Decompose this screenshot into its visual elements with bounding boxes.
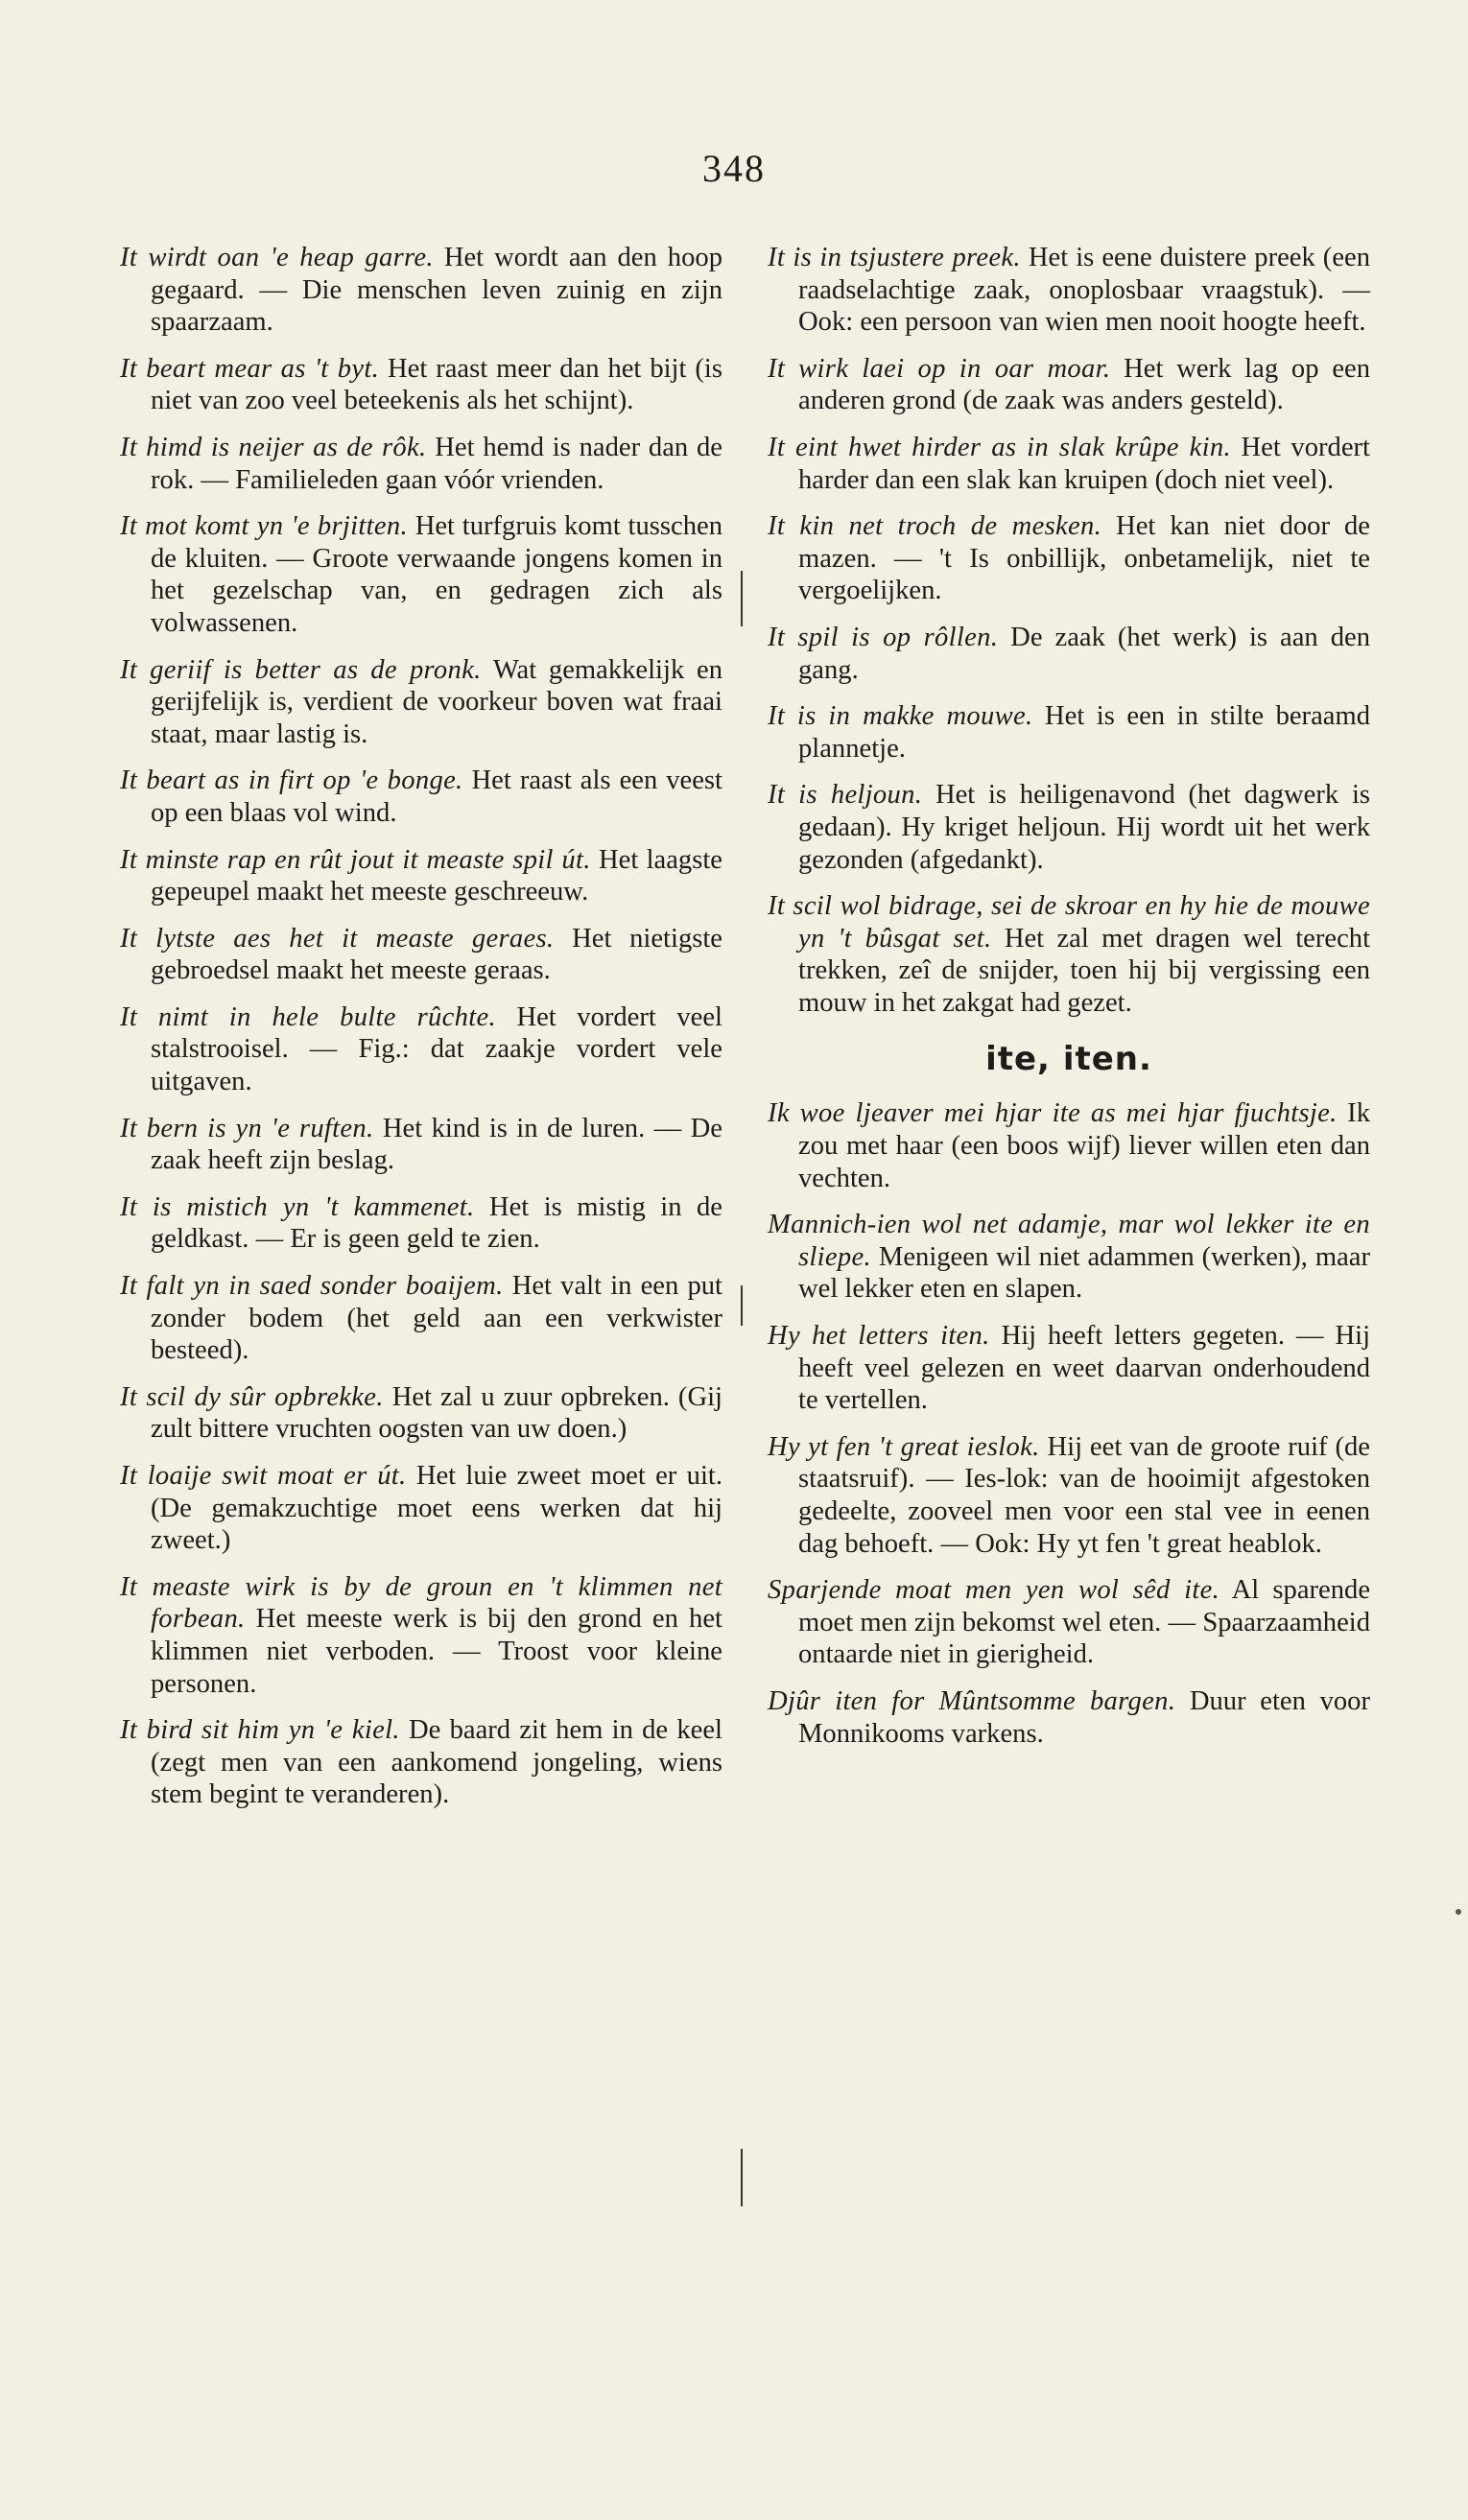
frisian-proverb: It nimt in hele bulte rûchte. [120,1001,496,1032]
dutch-translation: De zaak (het werk) is aan den gang. [798,622,1371,685]
dutch-translation: Het wordt aan den hoop gegaard. — Die menschen leven zuinig en zijn spaarzaam. [151,243,722,338]
dutch-translation: Het vordert harder dan een slak kan kruipen (doch niet veel). [798,432,1371,495]
proverb-entry [120,1460,722,1557]
frisian-proverb: It himd is neijer as de rôk. [120,432,427,462]
proverb-entry [120,242,722,339]
page-number: 348 [702,147,766,190]
proverb-entry [768,1097,1370,1194]
proverb-entry [768,779,1370,876]
dutch-translation: Duur eten voor Monnikooms varkens. [798,1685,1370,1749]
dutch-translation: De baard zit hem in de keel (zegt men van een aankomend jongeling, wiens stem begint te veranderen). [151,1715,722,1810]
frisian-proverb: Mannich-ien wol net adamje, mar wol lekker ite en sliepe. [768,1210,1370,1272]
proverb-entry [768,1685,1370,1750]
frisian-proverb: Djûr iten for Mûntsomme bargen. [768,1685,1176,1716]
proverb-entry [120,1191,722,1256]
proverb-entry [768,353,1370,417]
dutch-translation: Het kind is in de luren. — De zaak heeft zijn beslag. [151,1113,723,1176]
right-column-bottom [768,1097,1370,1750]
frisian-proverb: It minste rap en rût jout it measte spil út. [120,844,591,875]
proverb-entry [120,654,722,751]
frisian-proverb: It kin net troch de mesken. [768,511,1102,542]
dutch-translation: Hij heeft letters gegeten. — Hij heeft veel gelezen en weet daarvan onderhoudend te vertellen. [798,1321,1371,1416]
proverb-entry [120,844,722,908]
proverb-entry [768,890,1370,1019]
left-column [120,242,722,1825]
column-rule [741,2149,743,2206]
section-heading: ite, iten. [985,1040,1152,1079]
frisian-proverb: It beart mear as 't byt. [120,353,380,384]
margin-speck [1456,1909,1461,1915]
dutch-translation: Het raast meer dan het bijt (is niet van zoo veel beteekenis als het schijnt). [151,353,722,416]
frisian-proverb: It bern is yn 'e ruften. [120,1113,374,1143]
dutch-translation: Al sparende moet men zijn bekomst wel eten. — Spaarzaamheid ontaarde niet in gierigheid. [798,1575,1371,1670]
frisian-proverb: It wirdt oan 'e heap garre. [120,243,434,272]
proverb-entry [768,622,1370,686]
dutch-translation: Het kan niet door de mazen. — 't Is onbillijk, onbetamelijk, niet te vergoelijken. [798,511,1370,606]
proverb-entry [120,765,722,829]
dutch-translation: Het valt in een put zonder bodem (het geld aan een verkwister besteed). [151,1271,723,1366]
proverb-entry [120,1714,722,1811]
frisian-proverb: Hy het letters iten. [768,1321,990,1352]
frisian-proverb: Sparjende moat men yen wol sêd ite. [768,1575,1220,1606]
frisian-proverb: It bird sit him yn 'e kiel. [120,1715,400,1746]
dutch-translation: Het vordert veel stalstrooisel. — Fig.: dat zaakje vordert vele uitgaven. [151,1001,722,1097]
column-rule [741,1285,743,1326]
frisian-proverb: It measte wirk is by de groun en 't klimmen net forbean. [120,1571,722,1635]
proverb-entry [768,1431,1370,1560]
frisian-proverb: It is mistich yn 't kammenet. [120,1191,475,1222]
proverb-entry [120,510,722,639]
dutch-translation: Het zal u zuur opbreken. (Gij zult bittere vruchten oogsten van uw doen.) [151,1381,722,1445]
proverb-entry [120,1571,722,1700]
frisian-proverb: Hy yt fen 't great ieslok. [768,1431,1040,1462]
proverb-entry [120,1270,722,1367]
frisian-proverb: It beart as in firt op 'e bonge. [120,765,463,796]
frisian-proverb: Ik woe ljeaver mei hjar ite as mei hjar fjuchtsje. [768,1098,1338,1129]
proverb-entry [120,1381,722,1446]
frisian-proverb: It falt yn in saed sonder boaijem. [120,1271,504,1302]
frisian-proverb: It spil is op rôllen. [768,622,999,652]
proverb-entry [120,923,722,987]
dutch-translation: Het zal met dragen wel terecht trekken, zeî de snijder, toen hij bij vergissing een mouw in het zakgat had gezet. [798,923,1371,1018]
frisian-proverb: It is in tsjustere preek. [768,243,1021,272]
frisian-proverb: It geriif is better as de pronk. [120,654,482,685]
frisian-proverb: It is in makke mouwe. [768,701,1033,732]
frisian-proverb: It eint hwet hirder as in slak krûpe kin. [768,432,1231,462]
frisian-proverb: It loaije swit moat er út. [120,1461,407,1491]
frisian-proverb: It lytste aes het it measte geraes. [120,923,555,954]
dutch-translation: Het werk lag op een anderen grond (de zaak was anders gesteld). [798,353,1370,416]
dutch-translation: Het meeste werk is bij den grond en het klimmen niet verboden. — Troost voor kleine personen. [151,1604,722,1699]
dutch-translation: Het is mistig in de geldkast. — Er is geen geld te zien. [151,1191,722,1255]
proverb-entry [768,1209,1370,1306]
dutch-translation: Het laagste gepeupel maakt het meeste geschreeuw. [151,844,722,907]
dutch-translation: Het nietigste gebroedsel maakt het meeste geraas. [151,923,722,986]
dutch-translation: Het turfgruis komt tusschen de kluiten. — Groote verwaande jongens komen in het gezelschap van, en gedragen zich als volwassenen. [151,511,722,638]
frisian-proverb: It mot komt yn 'e brjitten. [120,511,408,542]
proverb-entry [120,1001,722,1098]
dutch-translation: Wat gemakkelijk en gerijfelijk is, verdient de voorkeur boven wat fraai staat, maar lastig is. [151,654,722,749]
dutch-translation: Het is eene duistere preek (een raadselachtige zaak, onoplosbaar vraagstuk). — Ook: een persoon van wien men nooit hoogte heeft. [798,243,1371,338]
frisian-proverb: It scil dy sûr opbrekke. [120,1381,384,1412]
proverb-entry [120,432,722,496]
proverb-entry [768,510,1370,607]
proverb-entry [120,353,722,417]
right-column [768,242,1370,1764]
dutch-translation: Hij eet van de groote ruif (de staatsruif). — Ies-lok: van de hooimijt afgestoken gedeelte, zooveel men voor een stal vee in eenen dag behoeft. — Ook: Hy yt fen 't great heablok. [798,1431,1370,1559]
dutch-translation: Het raast als een veest op een blaas vol wind. [151,765,723,828]
dutch-translation: Ik zou met haar (een boos wijf) liever willen eten dan vechten. [798,1098,1370,1193]
proverb-entry [768,1320,1370,1417]
proverb-entry [120,1113,722,1177]
proverb-entry [768,700,1370,765]
dutch-translation: Het luie zweet moet er uit. (De gemakzuchtige moet eens werken dat hij zweet.) [151,1461,722,1556]
dutch-translation: Het is heiligenavond (het dagwerk is gedaan). Hy kriget heljoun. Hij wordt uit het werk gezonden (afgedankt). [798,780,1371,875]
dutch-translation: Het hemd is nader dan de rok. — Familieleden gaan vóór vrienden. [151,432,722,495]
proverb-entry [768,1574,1370,1671]
proverb-entry [768,432,1370,496]
frisian-proverb: It scil wol bidrage, sei de skroar en hy hie de mouwe yn 't bûsgat set. [768,891,1370,954]
dutch-translation: Menigeen wil niet adammen (werken), maar wel lekker eten en slapen. [798,1241,1370,1305]
frisian-proverb: It is heljoun. [768,780,923,811]
frisian-proverb: It wirk laei op in oar moar. [768,353,1111,384]
column-rule [741,571,743,626]
right-column-top [768,242,1370,1019]
dutch-translation: Het is een in stilte beraamd plannetje. [798,701,1370,764]
proverb-entry [768,242,1370,339]
